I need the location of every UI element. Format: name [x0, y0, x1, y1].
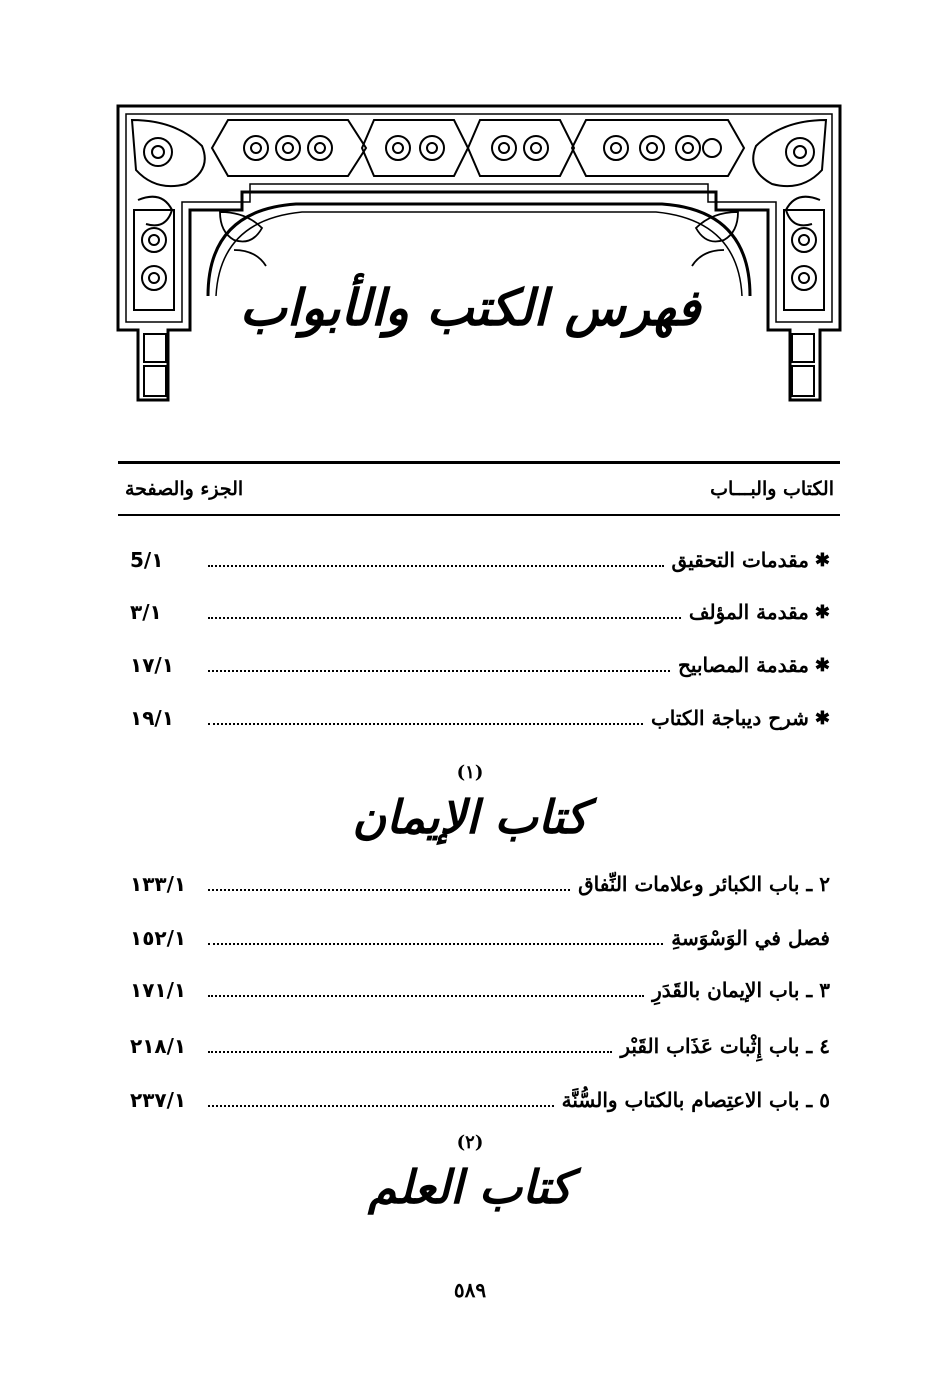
toc-entry[interactable] — [130, 970, 830, 1010]
toc-entry[interactable] — [130, 645, 830, 685]
dot-leader — [208, 721, 643, 725]
section-title: كتاب الإيمان — [352, 790, 588, 844]
dot-leader — [208, 941, 663, 945]
toc-entry-page: ١٩/١ — [130, 706, 174, 730]
column-header-volume-page: الجزء والصفحة — [125, 478, 244, 500]
ornamental-header-frame — [116, 100, 842, 410]
dot-leader — [208, 1103, 554, 1107]
ornament-border-graphic — [116, 100, 842, 410]
toc-entry-page: ٢٣٧/١ — [130, 1088, 187, 1112]
toc-entry-page: 5/١ — [130, 548, 164, 572]
header-rule-top — [118, 461, 840, 464]
dot-leader — [208, 1049, 612, 1053]
section-number: (٢) — [456, 1132, 484, 1153]
toc-entry-title: فصل في الوَسْوَسةِ — [671, 926, 830, 950]
toc-entry-page: ١٣٣/١ — [130, 872, 187, 896]
dot-leader — [208, 887, 570, 891]
toc-entry[interactable] — [130, 1026, 830, 1066]
toc-entry[interactable] — [130, 698, 830, 738]
bullet-star-icon: ✱ — [814, 601, 830, 623]
toc-entry[interactable] — [130, 918, 830, 958]
toc-entry-title: مقدمات التحقيق — [671, 548, 809, 572]
toc-entry-page: ٣/١ — [130, 600, 162, 624]
section-number: (١) — [456, 762, 484, 783]
toc-entry-title: مقدمة المصابيح — [678, 653, 809, 677]
bullet-star-icon: ✱ — [814, 549, 830, 571]
column-header-chapter: الكتاب والبـــاب — [710, 478, 834, 500]
toc-entry-page: ١٧/١ — [130, 653, 174, 677]
toc-entry-page: ٢١٨/١ — [130, 1034, 187, 1058]
dot-leader — [208, 668, 670, 672]
page-number: ٥٨٩ — [453, 1278, 487, 1302]
toc-entry-title: شرح ديباجة الكتاب — [650, 706, 809, 730]
toc-entry-title: ٤ ـ باب إِثْبات عَذَاب القَبْر — [620, 1034, 830, 1058]
toc-entry-title: مقدمة المؤلف — [688, 600, 809, 624]
bullet-star-icon: ✱ — [814, 654, 830, 676]
section-title: كتاب العلم — [368, 1160, 572, 1214]
page-title: فهرس الكتب والأبواب — [239, 278, 701, 337]
toc-entry[interactable] — [130, 592, 830, 632]
dot-leader — [208, 993, 644, 997]
toc-entry-title: ٢ ـ باب الكبائر وعلامات النِّفاق — [578, 872, 830, 896]
toc-entry[interactable] — [130, 540, 830, 580]
header-rule-bottom — [118, 514, 840, 516]
toc-entry[interactable] — [130, 864, 830, 904]
bullet-star-icon: ✱ — [814, 707, 830, 729]
toc-entry-title: ٥ ـ باب الاعتِصام بالكتاب والسُّنَّة — [561, 1088, 830, 1112]
dot-leader — [208, 615, 681, 619]
toc-entry[interactable] — [130, 1080, 830, 1120]
dot-leader — [208, 563, 664, 567]
toc-entry-page: ١٥٢/١ — [130, 926, 187, 950]
toc-entry-title: ٣ ـ باب الإيمان بالقَدَرِ — [652, 978, 830, 1002]
toc-entry-page: ١٧١/١ — [130, 978, 187, 1002]
